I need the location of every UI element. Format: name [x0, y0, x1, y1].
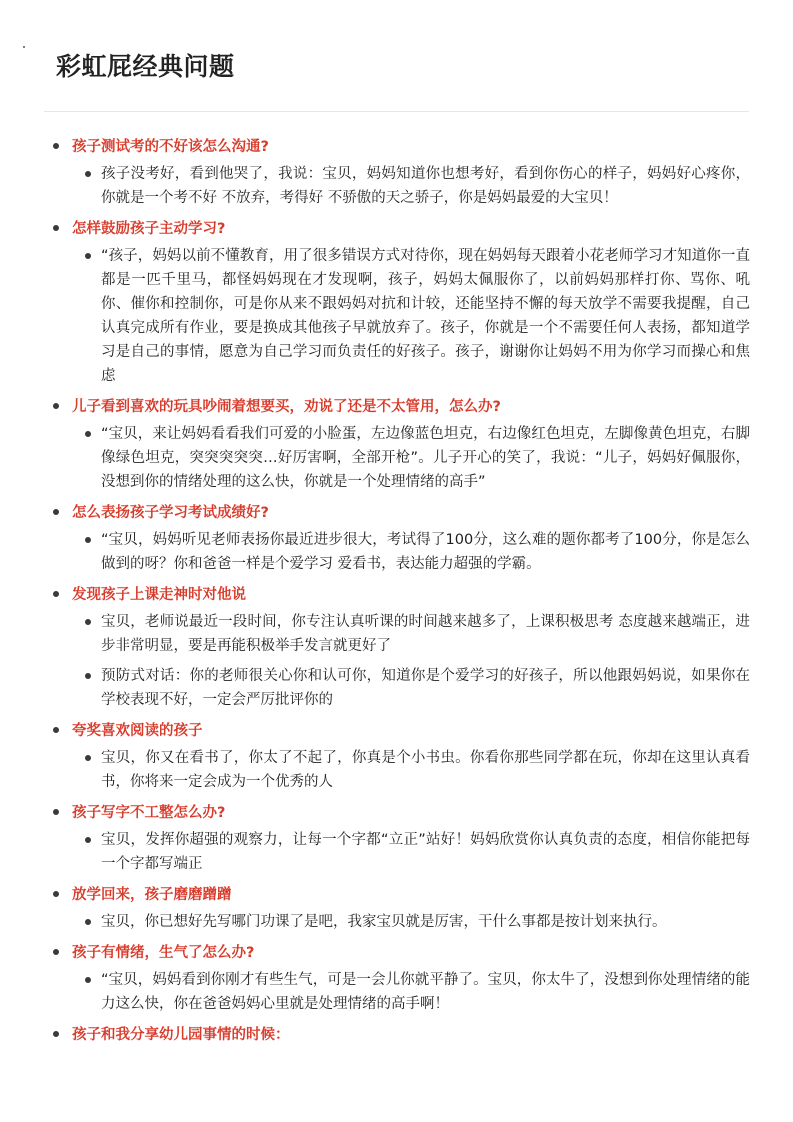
bullet-icon [53, 891, 59, 897]
qa-section [48, 718, 750, 794]
answer-list [48, 162, 750, 210]
question-item [48, 718, 750, 746]
bullet-icon [85, 977, 91, 983]
qa-section [48, 500, 750, 576]
qa-section [48, 882, 750, 934]
question-text: 怎么表扬孩子学习考试成绩好? [72, 505, 269, 521]
bullet-icon [53, 509, 59, 515]
question-item [48, 216, 750, 244]
question-text: 孩子和我分享幼儿园事情的时候： [72, 1027, 290, 1043]
qa-section [48, 940, 750, 1016]
answer-list [48, 828, 750, 876]
question-item [48, 582, 750, 610]
bullet-icon [53, 225, 59, 231]
qa-section [48, 216, 750, 388]
question-item [48, 134, 750, 162]
title-divider [44, 111, 749, 112]
answer-text: “宝贝，来让妈妈看看我们可爱的小脸蛋，左边像蓝色坦克，右边像红色坦克，左脚像黄色坦克，右脚像绿色坦克，突突突突突…好厉害啊，全部开枪”。儿子开心的笑了，我说：“儿子，妈妈好佩服你，没想到你的情绪处理的这么快，你就是一个处理情绪的高手” [101, 426, 750, 490]
answer-list [48, 968, 750, 1016]
qa-section [48, 1022, 750, 1050]
question-item [48, 800, 750, 828]
question-item [48, 882, 750, 910]
answer-list [48, 910, 750, 934]
answer-item [48, 968, 750, 1016]
bullet-icon [53, 809, 59, 815]
answer-item [48, 244, 750, 388]
bullet-icon [85, 253, 91, 259]
answer-item [48, 664, 750, 712]
bullet-icon [53, 143, 59, 149]
bullet-icon [85, 537, 91, 543]
question-text: 放学回来，孩子磨磨蹭蹭 [72, 887, 232, 903]
question-text: 怎样鼓励孩子主动学习? [72, 221, 226, 237]
answer-text: 宝贝，你又在看书了，你太了不起了，你真是个小书虫。你看你那些同学都在玩，你却在这里认真看书，你将来一定会成为一个优秀的人 [101, 750, 750, 790]
answer-item [48, 610, 750, 658]
bullet-icon [53, 591, 59, 597]
answer-text: 宝贝，老师说最近一段时间，你专注认真听课的时间越来越多了，上课积极思考 态度越来越端正，进步非常明显，要是再能积极举手发言就更好了 [101, 614, 750, 654]
answer-text: 预防式对话：你的老师很关心你和认可你，知道你是个爱学习的好孩子，所以他跟妈妈说，如果你在学校表现不好，一定会严厉批评你的 [101, 668, 750, 708]
answer-list [48, 746, 750, 794]
bullet-icon [85, 171, 91, 177]
question-item [48, 394, 750, 422]
bullet-icon [53, 727, 59, 733]
qa-section [48, 800, 750, 876]
answer-item [48, 528, 750, 576]
question-text: 孩子测试考的不好该怎么沟通? [72, 139, 269, 155]
bullet-icon [85, 919, 91, 925]
answer-text: “宝贝，妈妈看到你刚才有些生气，可是一会儿你就平静了。宝贝，你太牛了，没想到你处理情绪的能力这么快，你在爸爸妈妈心里就是处理情绪的高手啊！ [101, 972, 750, 1012]
bullet-icon [53, 1031, 59, 1037]
question-text: 孩子写字不工整怎么办? [72, 805, 226, 821]
answer-item [48, 910, 750, 934]
question-item [48, 500, 750, 528]
answer-list [48, 244, 750, 388]
answer-item [48, 162, 750, 210]
bullet-icon [85, 673, 91, 679]
page-title: 彩虹屁经典问题 [56, 52, 235, 81]
answer-text: 宝贝，发挥你超强的观察力，让每一个字都“立正”站好！妈妈欣赏你认真负责的态度，相信你能把每一个字都写端正 [101, 832, 750, 872]
corner-mark [23, 46, 25, 48]
answer-text: “宝贝，妈妈听见老师表扬你最近进步很大，考试得了100分，这么难的题你都考了100分，你是怎么做到的呀？你和爸爸一样是个爱学习 爱看书，表达能力超强的学霸。 [101, 532, 750, 572]
answer-list [48, 528, 750, 576]
question-item [48, 940, 750, 968]
qa-section [48, 394, 750, 494]
bullet-icon [85, 431, 91, 437]
bullet-icon [53, 403, 59, 409]
bullet-icon [85, 619, 91, 625]
bullet-icon [85, 755, 91, 761]
qa-section [48, 134, 750, 210]
qa-list [48, 134, 750, 1050]
bullet-icon [85, 837, 91, 843]
answer-item [48, 828, 750, 876]
question-text: 孩子有情绪，生气了怎么办? [72, 945, 255, 961]
answer-list [48, 422, 750, 494]
answer-item [48, 746, 750, 794]
question-text: 夸奖喜欢阅读的孩子 [72, 723, 203, 739]
answer-list [48, 610, 750, 712]
answer-item [48, 422, 750, 494]
answer-text: “孩子，妈妈以前不懂教育，用了很多错误方式对待你，现在妈妈每天跟着小花老师学习才知道你一直都是一匹千里马，都怪妈妈现在才发现啊，孩子，妈妈太佩服你了，以前妈妈那样打你、骂你、吼你、催你和控制你，可是你从来不跟妈妈对抗和计较，还能坚持不懈的每天放学不需要我提醒，自己认真完成所有作业，要是换成其他孩子早就放弃了。孩子，你就是一个不需要任何人表扬，都知道学习是自己的事情，愿意为自己学习而负责任的好孩子。孩子，谢谢你让妈妈不用为你学习而操心和焦虑 [101, 248, 750, 384]
question-text: 发现孩子上课走神时对他说 [72, 587, 246, 603]
qa-section [48, 582, 750, 712]
answer-text: 孩子没考好，看到他哭了，我说：宝贝，妈妈知道你也想考好，看到你伤心的样子，妈妈好心疼你，你就是一个考不好 不放弃，考得好 不骄傲的天之骄子，你是妈妈最爱的大宝贝！ [101, 166, 750, 206]
question-item [48, 1022, 750, 1050]
answer-text: 宝贝，你已想好先写哪门功课了是吧，我家宝贝就是厉害，干什么事都是按计划来执行。 [101, 914, 667, 930]
bullet-icon [53, 949, 59, 955]
question-text: 儿子看到喜欢的玩具吵闹着想要买，劝说了还是不太管用，怎么办? [72, 399, 501, 415]
